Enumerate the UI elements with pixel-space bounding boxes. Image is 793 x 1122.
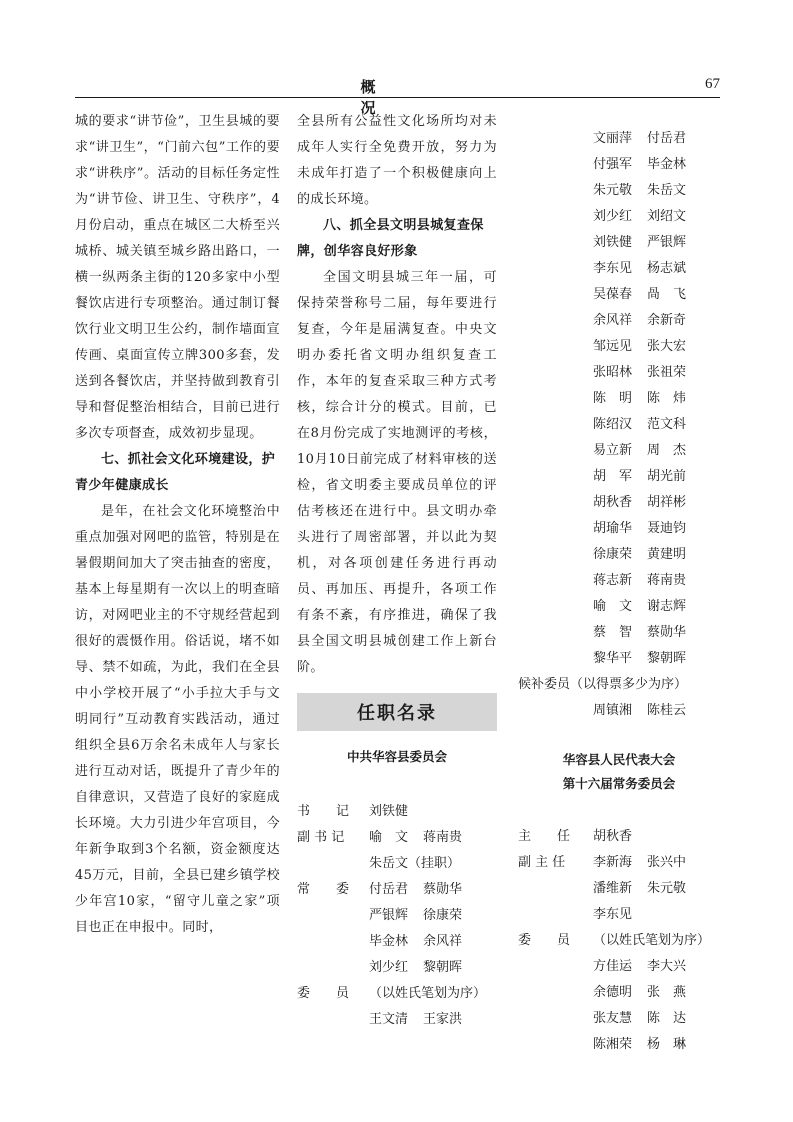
roster-row [518, 980, 720, 1006]
roster-name: 朱元敬 [647, 881, 687, 896]
roster-name: 胡秋香 [593, 829, 633, 844]
member-name: 徐康荣 [593, 547, 633, 562]
member-name: 朱岳文 [647, 183, 687, 198]
roster-row [518, 824, 720, 850]
roster-name: 王家洪 [423, 1012, 463, 1027]
member-row [518, 360, 720, 386]
org-name-congress-line2: 第十六届常务委员会 [562, 776, 676, 791]
roster-name: （以姓氏笔划为序） [593, 933, 711, 948]
roster-name: 方佳运 [593, 959, 633, 974]
roster-row [518, 1006, 720, 1032]
member-name: 黎华平 [593, 651, 633, 666]
member-name: 喻 文 [593, 599, 633, 614]
roster-name: 李新海 [593, 855, 633, 870]
member-name: 易立新 [593, 443, 633, 458]
column-2 [297, 109, 497, 1033]
member-name: 张昭林 [593, 365, 633, 380]
member-name: 范文科 [647, 417, 687, 432]
roster-role: 常 委 [297, 882, 350, 897]
roster-row [518, 876, 720, 902]
roster-name: 蔡勋华 [423, 882, 463, 897]
congress-committee-roster [518, 824, 720, 1058]
member-name: 陈 明 [593, 391, 633, 406]
roster-name: 陈 达 [647, 1011, 687, 1026]
member-name: 余风祥 [593, 313, 633, 328]
header-rule [75, 97, 720, 98]
roster-row [518, 928, 720, 954]
member-row [518, 412, 720, 438]
roster-name: 喻 文 [369, 830, 409, 845]
member-name: 杨志斌 [647, 261, 687, 276]
member-name: 咼 飞 [647, 287, 687, 302]
roster-name: 付岳君 [369, 882, 409, 897]
roster-row [518, 902, 720, 928]
candidate-member-label-row [518, 672, 720, 698]
page-number: 67 [705, 76, 720, 92]
roster-name: 余风祥 [423, 934, 463, 949]
roster-name: 杨 琳 [647, 1037, 687, 1052]
member-name: 聂迪钧 [647, 521, 687, 536]
roster-row [297, 825, 497, 851]
roster-name: 刘少红 [369, 960, 409, 975]
member-row [518, 594, 720, 620]
roster-name: 徐康荣 [423, 908, 463, 923]
member-name: 毕金林 [647, 157, 687, 172]
roster-role: 书 记 [297, 804, 350, 819]
member-name: 蔡勋华 [647, 625, 687, 640]
member-name: 胡光前 [647, 469, 687, 484]
candidate-name: 周镇湘 [593, 703, 633, 718]
party-committee-member-list [518, 126, 720, 672]
column-1 [75, 109, 280, 941]
org-name-party-committee: 中共华容县委员会 [346, 749, 447, 764]
roster-name: 潘维新 [593, 881, 633, 896]
member-name: 谢志辉 [647, 599, 687, 614]
roster-name: 朱岳文（挂职） [369, 856, 461, 871]
roster-name: 张友慧 [593, 1011, 633, 1026]
roster-row [297, 799, 497, 825]
member-name: 蒋志新 [593, 573, 633, 588]
member-row [518, 126, 720, 152]
roster-name: 李大兴 [647, 959, 687, 974]
heading-section-8: 八、抓全县文明县城复查保牌，创华容良好形象 [297, 218, 484, 259]
roster-name: 黎朝晖 [423, 960, 463, 975]
roster-row [518, 850, 720, 876]
member-row [518, 568, 720, 594]
org-name-congress-line1: 华容县人民代表大会 [562, 752, 676, 767]
roster-name: 李东见 [593, 907, 633, 922]
member-name: 朱元敬 [593, 183, 633, 198]
paragraph-youth-environment: 是年，在社会文化环境整治中重点加强对网吧的监管，特别是在暑假期间加大了突击抽查的密度，基本上每星期有一次以上的明查暗访，对网吧业主的不守规经营起到很好的震慑作用。俗话说，堵不如导、禁不如疏，为此，我们在全县中小学校开展了“小手拉大手与文明同行”互动教育实践活动，通过组织全县6万余名未成年人与家长进行互动对话，既提升了青少年的自律意识，又营造了良好的家庭成长环境。大力引进少年宫项目，今年新争取到3个名额，资金额度达45万元，目前，全县已建乡镇学校少年宫10家，“留守儿童之家”项目也正在申报中。同时， [75, 504, 280, 935]
roster-name: 王文清 [369, 1012, 409, 1027]
member-name: 李东见 [593, 261, 633, 276]
member-name: 付岳君 [647, 131, 687, 146]
paragraph-civic-campaign: 城的要求“讲节俭”，卫生县城的要求“讲卫生”，“门前六包”工作的要求“讲秩序”。活动的目标任务定性为“讲节俭、讲卫生、守秩序”，4月份启动，重点在城区二大桥至兴城桥、城关镇至城乡路出路口，一横一纵两条主街的120多家中小型餐饮店进行专项整治。通过制订餐饮行业文明卫生公约，制作墙面宣传画、桌面宣传立牌300多套，发送到各餐饮店，并坚持做到教育引导和督促整治相结合，目前已进行多次专项督查，成效初步显现。 [75, 114, 280, 441]
member-name: 严银辉 [647, 235, 687, 250]
member-name: 付强军 [593, 157, 633, 172]
paragraph-civilized-county-review: 全国文明县城三年一届，可保持荣誉称号二届，每年要进行复查，今年是届满复查。中央文明办委托省文明办组织复查工作，本年的复查采取三种方式考核，综合计分的模式。目前，已在8月份完成了实地测评的考核，10月10日前完成了材料审核的送检，省文明委主要成员单位的评估考核还在进行中。县文明办牵头进行了周密部署，并以此为契机，对各项创建任务进行再动员、再加压、再提升，各项工作有条不紊，有序推进，确保了我县全国文明县城创建工作上新台阶。 [297, 270, 497, 675]
member-name: 吴葆春 [593, 287, 633, 302]
member-name: 文丽萍 [593, 131, 633, 146]
member-name: 胡祥彬 [647, 495, 687, 510]
party-committee-roster [297, 799, 497, 1033]
column-3 [518, 126, 720, 1058]
member-name: 胡秋香 [593, 495, 633, 510]
member-row [518, 620, 720, 646]
roster-name: 毕金林 [369, 934, 409, 949]
member-row [518, 178, 720, 204]
member-row [518, 308, 720, 334]
member-name: 余新奇 [647, 313, 687, 328]
roster-name: 张兴中 [647, 855, 687, 870]
section-title: 任职名录 [357, 703, 437, 724]
member-name: 张祖荣 [647, 365, 687, 380]
member-name: 陈绍汉 [593, 417, 633, 432]
member-name: 邹远见 [593, 339, 633, 354]
roster-name: 蒋南贵 [423, 830, 463, 845]
member-row [518, 204, 720, 230]
roster-role: 主 任 [518, 829, 571, 844]
roster-name: 余德明 [593, 985, 633, 1000]
member-row [518, 646, 720, 672]
member-name: 黎朝晖 [647, 651, 687, 666]
member-name: 胡瑜华 [593, 521, 633, 536]
member-name: 陈 炜 [647, 391, 687, 406]
candidate-member-row [518, 698, 720, 724]
roster-row [297, 1007, 497, 1033]
roster-role: 委 员 [297, 986, 350, 1001]
roster-name: 陈湘荣 [593, 1037, 633, 1052]
member-name: 胡 军 [593, 469, 633, 484]
member-name: 蔡 智 [593, 625, 633, 640]
roster-role: 委 员 [518, 933, 571, 948]
member-name: 周 杰 [647, 443, 687, 458]
member-row [518, 230, 720, 256]
roster-name: 严银辉 [369, 908, 409, 923]
roster-role: 副 主 任 [518, 855, 566, 870]
roster-row [518, 954, 720, 980]
member-row [518, 256, 720, 282]
heading-section-7: 七、抓社会文化环境建设，护青少年健康成长 [75, 452, 276, 493]
roster-name: 刘铁健 [369, 804, 409, 819]
roster-name: 张 燕 [647, 985, 687, 1000]
member-row [518, 516, 720, 542]
candidate-name: 陈桂云 [647, 703, 687, 718]
member-name: 刘少红 [593, 209, 633, 224]
section-title-box [297, 693, 497, 731]
running-header-title: 概 况 [360, 78, 400, 117]
roster-name: （以姓氏笔划为序） [369, 986, 487, 1001]
member-row [518, 464, 720, 490]
roster-row [297, 877, 497, 903]
member-name: 张大宏 [647, 339, 687, 354]
member-name: 刘绍文 [647, 209, 687, 224]
roster-row [297, 851, 497, 877]
roster-row [297, 929, 497, 955]
roster-role: 副 书 记 [297, 830, 345, 845]
member-name: 黄建明 [647, 547, 687, 562]
member-row [518, 542, 720, 568]
member-row [518, 386, 720, 412]
member-row [518, 152, 720, 178]
member-row [518, 282, 720, 308]
member-name: 蒋南贵 [647, 573, 687, 588]
roster-row [518, 1032, 720, 1058]
candidate-member-label: 候补委员（以得票多少为序） [518, 677, 688, 692]
member-row [518, 490, 720, 516]
paragraph-free-venues: 全县所有公益性文化场所均对未成年人实行全免费开放，努力为未成年打造了一个积极健康向上的成长环境。 [297, 114, 497, 207]
roster-row [297, 955, 497, 981]
roster-row [297, 981, 497, 1007]
roster-row [297, 903, 497, 929]
member-row [518, 438, 720, 464]
member-row [518, 334, 720, 360]
member-name: 刘铁健 [593, 235, 633, 250]
